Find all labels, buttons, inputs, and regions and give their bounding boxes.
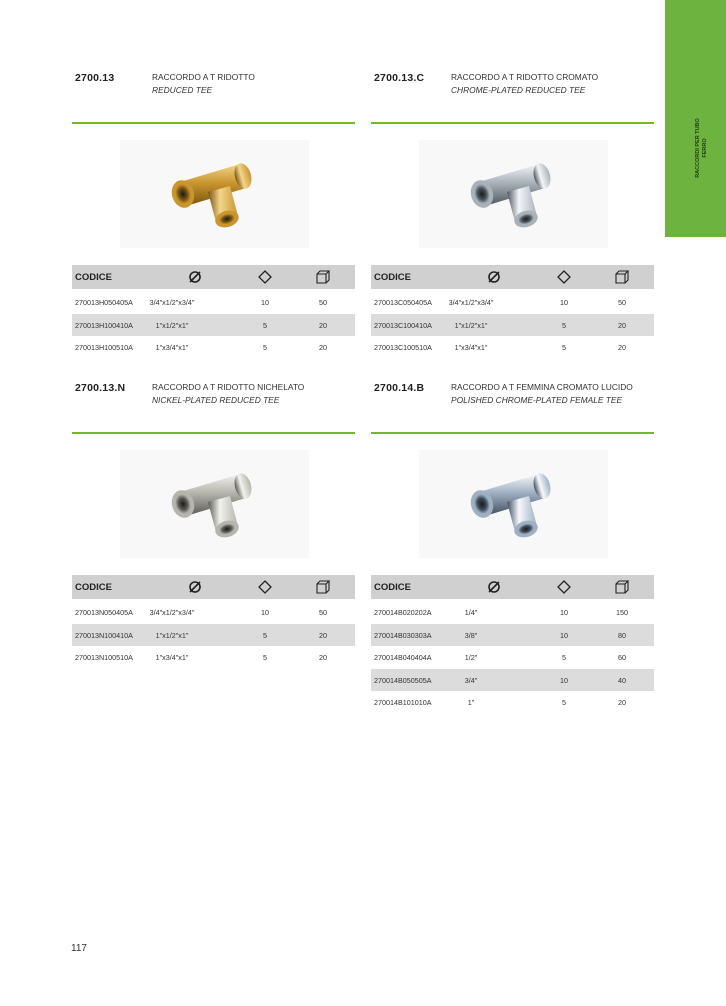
cell-article-code: 270013N100510A bbox=[75, 653, 133, 662]
table-header bbox=[72, 575, 355, 599]
table-row bbox=[72, 646, 355, 668]
cell-pack-qty: 10 bbox=[261, 608, 269, 617]
hex-wrench-icon bbox=[556, 269, 572, 285]
cell-pack-qty: 5 bbox=[562, 653, 566, 662]
box-icon bbox=[614, 579, 630, 595]
cell-size: 3/8" bbox=[464, 630, 478, 640]
cell-article-code: 270013C050405A bbox=[374, 298, 432, 307]
product-title-italian: RACCORDO A T RIDOTTO CROMATO bbox=[451, 72, 599, 82]
category-label: RACCORDI PER TUBO FERRO bbox=[695, 118, 708, 178]
product-section bbox=[72, 66, 355, 366]
cell-article-code: 270014B020202A bbox=[374, 608, 432, 617]
table-row bbox=[371, 669, 654, 691]
table-row bbox=[371, 291, 654, 313]
table-row bbox=[371, 601, 654, 623]
cell-pack-qty: 5 bbox=[562, 320, 566, 330]
table-row bbox=[72, 291, 355, 313]
cell-article-code: 270014B050505A bbox=[374, 675, 432, 685]
cell-article-code: 270014B040404A bbox=[374, 653, 432, 662]
cell-size: 1"x3/4"x1" bbox=[454, 343, 488, 352]
category-side-tab[interactable] bbox=[665, 0, 726, 237]
cell-box-qty: 20 bbox=[319, 320, 327, 330]
cell-pack-qty: 10 bbox=[560, 675, 568, 685]
cell-box-qty: 60 bbox=[618, 653, 626, 662]
cell-size: 3/4"x1/2"x3/4" bbox=[149, 298, 195, 307]
diameter-icon bbox=[486, 579, 502, 595]
cell-box-qty: 150 bbox=[616, 608, 628, 617]
table-header bbox=[371, 265, 654, 289]
cell-box-qty: 20 bbox=[319, 343, 327, 352]
page-number: 117 bbox=[71, 943, 87, 954]
cell-article-code: 270013N100410A bbox=[75, 630, 133, 640]
product-title-english: REDUCED TEE bbox=[152, 85, 213, 95]
section-divider bbox=[371, 432, 654, 434]
table-row bbox=[371, 336, 654, 358]
cell-box-qty: 50 bbox=[319, 298, 327, 307]
cell-pack-qty: 5 bbox=[562, 698, 566, 707]
product-title-english: NICKEL-PLATED REDUCED TEE bbox=[152, 395, 280, 405]
cell-pack-qty: 10 bbox=[261, 298, 269, 307]
cell-box-qty: 20 bbox=[319, 630, 327, 640]
table-row bbox=[72, 314, 355, 336]
section-divider bbox=[371, 122, 654, 124]
column-codice: CODICE bbox=[374, 582, 411, 593]
cell-size: 1"x1/2"x1" bbox=[454, 320, 488, 330]
cell-article-code: 270013N050405A bbox=[75, 608, 133, 617]
cell-size: 3/4"x1/2"x3/4" bbox=[448, 298, 494, 307]
tee-fitting-photo bbox=[411, 444, 616, 564]
tee-fitting-photo bbox=[112, 444, 317, 564]
column-codice: CODICE bbox=[75, 582, 112, 593]
hex-wrench-icon bbox=[556, 579, 572, 595]
table-row bbox=[371, 314, 654, 336]
cell-pack-qty: 5 bbox=[562, 343, 566, 352]
cell-size: 1"x1/2"x1" bbox=[155, 630, 189, 640]
cell-article-code: 270013H100510A bbox=[75, 343, 133, 352]
cell-pack-qty: 5 bbox=[263, 653, 267, 662]
cell-size: 1" bbox=[467, 698, 475, 707]
cell-box-qty: 50 bbox=[319, 608, 327, 617]
cell-article-code: 270013C100410A bbox=[374, 320, 432, 330]
cell-size: 1"x1/2"x1" bbox=[155, 320, 189, 330]
product-code: 2700.13.N bbox=[75, 382, 126, 394]
hex-wrench-icon bbox=[257, 579, 273, 595]
cell-size: 1"x3/4"x1" bbox=[155, 343, 189, 352]
column-codice: CODICE bbox=[374, 272, 411, 283]
cell-size: 3/4"x1/2"x3/4" bbox=[149, 608, 195, 617]
cell-box-qty: 50 bbox=[618, 298, 626, 307]
product-title-italian: RACCORDO A T FEMMINA CROMATO LUCIDO bbox=[451, 382, 633, 392]
cell-box-qty: 20 bbox=[618, 343, 626, 352]
cell-box-qty: 20 bbox=[618, 698, 626, 707]
table-row bbox=[371, 646, 654, 668]
box-icon bbox=[315, 579, 331, 595]
cell-pack-qty: 10 bbox=[560, 608, 568, 617]
product-code: 2700.13 bbox=[75, 72, 115, 84]
cell-pack-qty: 10 bbox=[560, 298, 568, 307]
product-code: 2700.14.B bbox=[374, 382, 425, 394]
cell-article-code: 270013C100510A bbox=[374, 343, 432, 352]
cell-size: 1/4" bbox=[464, 608, 478, 617]
table-row bbox=[72, 336, 355, 358]
diameter-icon bbox=[187, 579, 203, 595]
product-title-english: POLISHED CHROME-PLATED FEMALE TEE bbox=[451, 395, 623, 405]
table-header bbox=[72, 265, 355, 289]
table-row bbox=[72, 601, 355, 623]
product-section bbox=[371, 66, 654, 366]
table-row bbox=[72, 624, 355, 646]
table-row bbox=[371, 691, 654, 713]
column-codice: CODICE bbox=[75, 272, 112, 283]
cell-box-qty: 20 bbox=[618, 320, 626, 330]
cell-article-code: 270014B101010A bbox=[374, 698, 432, 707]
cell-size: 1"x3/4"x1" bbox=[155, 653, 189, 662]
cell-size: 1/2" bbox=[464, 653, 478, 662]
hex-wrench-icon bbox=[257, 269, 273, 285]
product-section bbox=[371, 376, 654, 707]
section-divider bbox=[72, 432, 355, 434]
product-title-italian: RACCORDO A T RIDOTTO bbox=[152, 72, 255, 82]
tee-fitting-photo bbox=[411, 134, 616, 254]
section-divider bbox=[72, 122, 355, 124]
diameter-icon bbox=[187, 269, 203, 285]
cell-box-qty: 40 bbox=[618, 675, 626, 685]
cell-box-qty: 80 bbox=[618, 630, 626, 640]
cell-article-code: 270013H100410A bbox=[75, 320, 133, 330]
tee-fitting-photo bbox=[112, 134, 317, 254]
product-title-english: CHROME-PLATED REDUCED TEE bbox=[451, 85, 586, 95]
cell-pack-qty: 5 bbox=[263, 630, 267, 640]
cell-article-code: 270013H050405A bbox=[75, 298, 133, 307]
table-row bbox=[371, 624, 654, 646]
cell-pack-qty: 10 bbox=[560, 630, 568, 640]
box-icon bbox=[315, 269, 331, 285]
box-icon bbox=[614, 269, 630, 285]
cell-pack-qty: 5 bbox=[263, 343, 267, 352]
product-section bbox=[72, 376, 355, 676]
cell-size: 3/4" bbox=[464, 675, 478, 685]
table-header bbox=[371, 575, 654, 599]
cell-article-code: 270014B030303A bbox=[374, 630, 432, 640]
product-code: 2700.13.C bbox=[374, 72, 425, 84]
cell-pack-qty: 5 bbox=[263, 320, 267, 330]
cell-box-qty: 20 bbox=[319, 653, 327, 662]
diameter-icon bbox=[486, 269, 502, 285]
product-title-italian: RACCORDO A T RIDOTTO NICHELATO bbox=[152, 382, 305, 392]
